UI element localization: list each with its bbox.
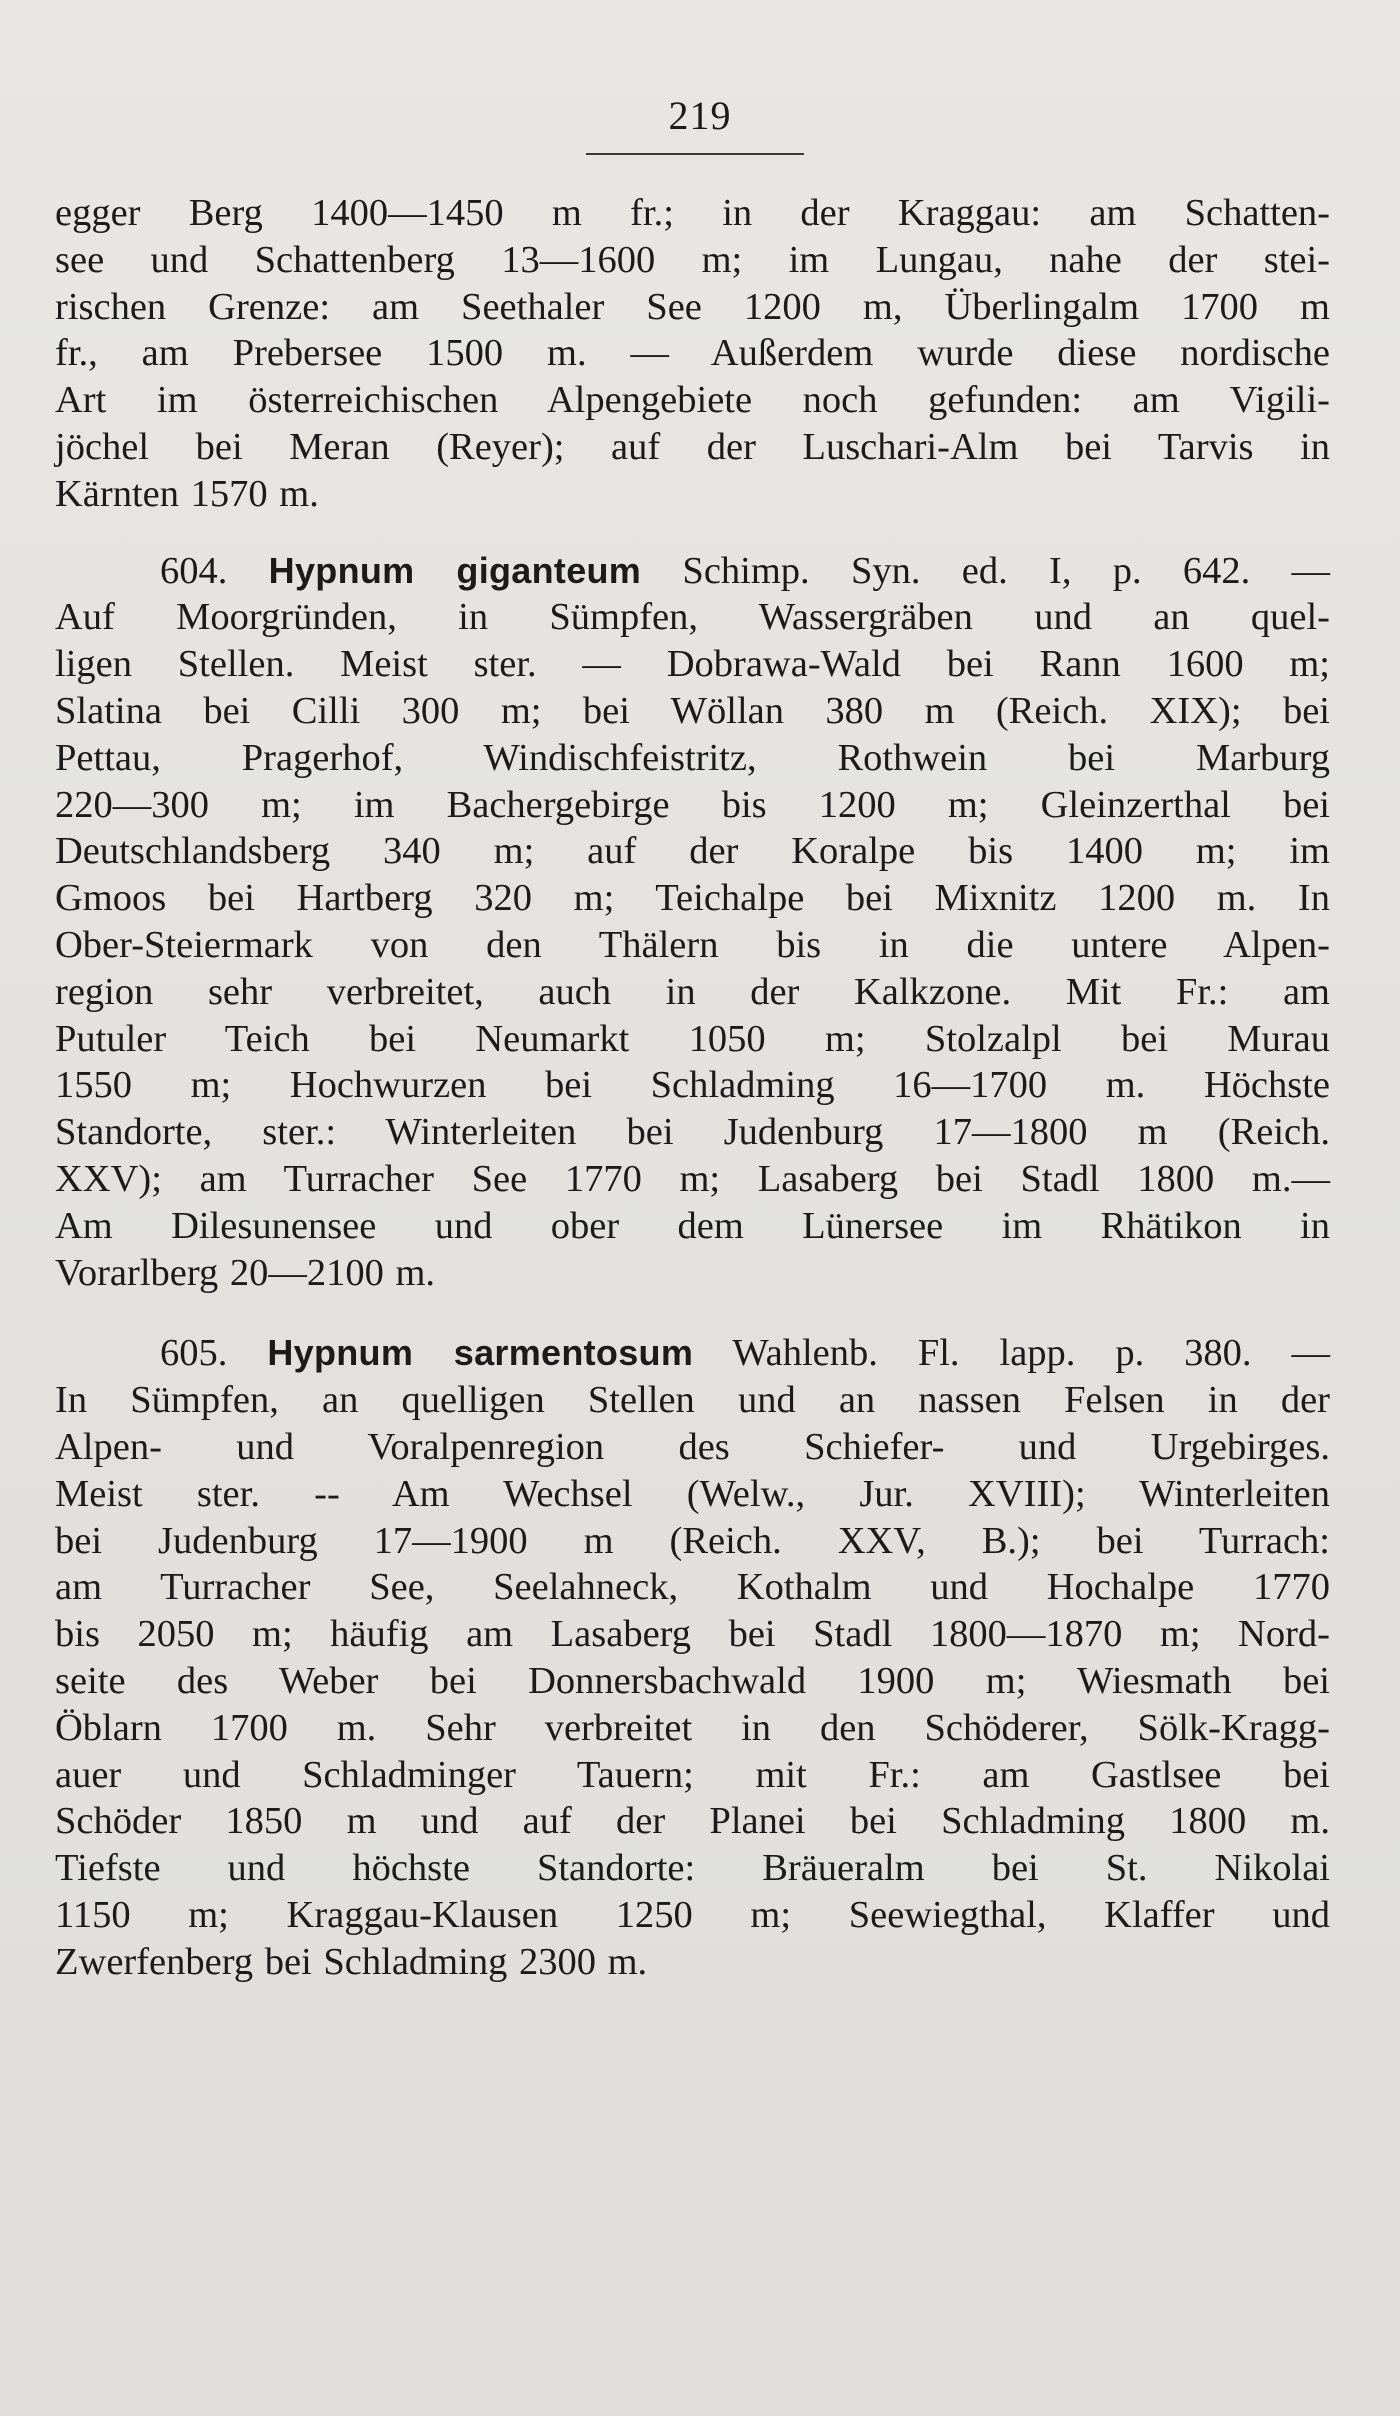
text-line: 1550 m; Hochwurzen bei Schladming 16—1700 m. Höchste	[55, 1064, 1330, 1107]
paragraph-spacer	[55, 1296, 1330, 1330]
page-body	[55, 190, 1330, 1985]
text-line: Standorte, ster.: Winterleiten bei Judenburg 17—1800 m (Reich.	[55, 1111, 1330, 1154]
text-line: Auf Moorgründen, in Sümpfen, Wassergräben und an quel-	[55, 596, 1330, 639]
text-line: 220—300 m; im Bachergebirge bis 1200 m; Gleinzerthal bei	[55, 783, 1330, 826]
text-line: Schöder 1850 m und auf der Planei bei Schladming 1800 m.	[55, 1800, 1330, 1843]
text-line: Öblarn 1700 m. Sehr verbreitet in den Schöderer, Sölk-Kragg-	[55, 1706, 1330, 1749]
header-rule	[586, 153, 804, 155]
species-name: Hypnum sarmentosum	[267, 1332, 694, 1374]
page-number: 219	[668, 93, 732, 138]
text-line: In Sümpfen, an quelligen Stellen und an nassen Felsen in der	[55, 1379, 1330, 1422]
text-line: Putuler Teich bei Neumarkt 1050 m; Stolzalpl bei Murau	[55, 1017, 1330, 1060]
text-line: seite des Weber bei Donnersbachwald 1900 m; Wiesmath bei	[55, 1659, 1330, 1702]
text-line: Kärnten 1570 m.	[55, 472, 319, 515]
text-line: Slatina bei Cilli 300 m; bei Wöllan 380 m (Reich. XIX); bei	[55, 689, 1330, 732]
text-line: Alpen- und Voralpenregion des Schiefer- und Urgebirges.	[55, 1425, 1330, 1468]
entry-citation: Wahlenb. Fl. lapp. p. 380. —	[732, 1332, 1330, 1375]
paragraph-continuation	[55, 190, 1330, 518]
text-line: Deutschlandsberg 340 m; auf der Koralpe bis 1400 m; im	[55, 830, 1330, 873]
text-line: jöchel bei Meran (Reyer); auf der Luschari-Alm bei Tarvis in	[55, 425, 1330, 468]
text-line: egger Berg 1400—1450 m fr.; in der Kraggau: am Schatten-	[55, 192, 1330, 234]
text-line: bei Judenburg 17—1900 m (Reich. XXV, B.); bei Turrach:	[55, 1519, 1330, 1562]
text-line: Art im österreichischen Alpengebiete noch gefunden: am Vigili-	[55, 379, 1330, 422]
text-line: am Turracher See, Seelahneck, Kothalm und Hochalpe 1770	[55, 1566, 1330, 1609]
text-line: auer und Schladminger Tauern; mit Fr.: am Gastlsee bei	[55, 1753, 1330, 1796]
entry-604	[55, 548, 1330, 1297]
entry-number: 605.	[160, 1332, 228, 1375]
paragraph-spacer	[55, 518, 1330, 548]
text-line: Vorarlberg 20—2100 m.	[55, 1251, 436, 1294]
entry-605	[55, 1330, 1330, 1985]
text-line: Gmoos bei Hartberg 320 m; Teichalpe bei Mixnitz 1200 m. In	[55, 877, 1330, 920]
text-line: Zwerfenberg bei Schladming 2300 m.	[55, 1940, 648, 1983]
text-line: rischen Grenze: am Seethaler See 1200 m, Überlingalm 1700 m	[55, 285, 1330, 328]
entry-citation: Schimp. Syn. ed. I, p. 642. —	[682, 549, 1331, 592]
entry-heading-line	[55, 548, 1330, 595]
text-line: 1150 m; Kraggau-Klausen 1250 m; Seewiegthal, Klaffer und	[55, 1893, 1330, 1936]
text-line: region sehr verbreitet, auch in der Kalkzone. Mit Fr.: am	[55, 970, 1330, 1013]
text-line: fr., am Prebersee 1500 m. — Außerdem wurde diese nordische	[55, 332, 1330, 375]
entry-heading-line	[55, 1330, 1330, 1377]
text-line: Tiefste und höchste Standorte: Bräueralm bei St. Nikolai	[55, 1847, 1330, 1890]
text-line: XXV); am Turracher See 1770 m; Lasaberg bei Stadl 1800 m.—	[55, 1157, 1330, 1200]
text-line: see und Schattenberg 13—1600 m; im Lungau, nahe der stei-	[55, 238, 1330, 281]
text-line: ligen Stellen. Meist ster. — Dobrawa-Wald bei Rann 1600 m;	[55, 643, 1330, 686]
text-line: Am Dilesunensee und ober dem Lünersee im Rhätikon in	[55, 1204, 1330, 1247]
text-line: Ober-Steiermark von den Thälern bis in die untere Alpen-	[55, 923, 1330, 966]
species-name: Hypnum giganteum	[268, 549, 642, 591]
text-line: Meist ster. -- Am Wechsel (Welw., Jur. XVIII); Winterleiten	[55, 1472, 1330, 1515]
text-line: bis 2050 m; häufig am Lasaberg bei Stadl 1800—1870 m; Nord-	[55, 1613, 1330, 1656]
entry-number: 604.	[160, 549, 228, 592]
text-line: Pettau, Pragerhof, Windischfeistritz, Rothwein bei Marburg	[55, 736, 1330, 779]
